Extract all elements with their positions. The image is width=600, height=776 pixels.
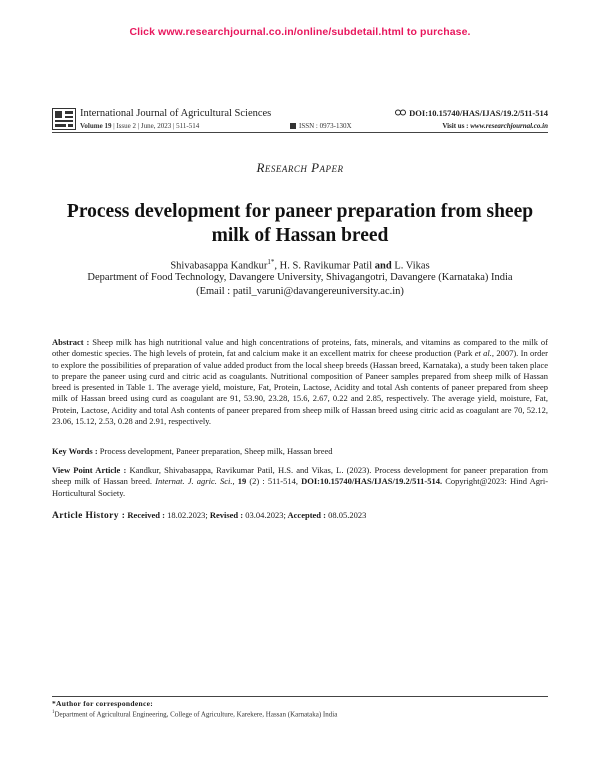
correspondence-text: Department of Agricultural Engineering, College of Agriculture, Karekere, Hassan (Karnataka) India [54,710,338,719]
correspondence-mark: 1 [52,710,55,715]
author-email: (Email : patil_varuni@davangereuniversity.ac.in) [196,286,404,297]
author-3: L. Vikas [391,260,430,272]
issue-info: | Issue 2 | June, 2023 | 511-514 [113,122,200,130]
volume-label: Volume 19 [80,122,112,130]
doi-link-icon [395,108,406,118]
citation-doi: DOI:10.15740/HAS/IJAS/19.2/511-514. [301,476,443,487]
citation-volume: 19 [237,476,247,487]
keywords-text: Process development, Paneer preparation, Sheep milk, Hassan breed [97,446,333,456]
citation-label: View Point Article : [52,465,127,475]
square-bullet-icon [290,123,296,129]
abstract-label: Abstract : [52,337,90,347]
citation-text-2: , [232,476,238,487]
citation-journal: Internat. J. agric. Sci. [155,476,233,487]
article-history [52,510,548,522]
abstract [52,337,548,427]
author-1-mark: 1* [267,258,275,266]
volume-info [80,122,199,130]
abstract-text-2: , 2007). In order to explore the possibilities of preparation of value added product from the local sheep breeds (Hassan breed, Karnataka), a study been taken place to prepare the paneer using curd and citric acid as coagulants. Nutritional composition of Paneer samples prepared from sheep milk of Hassan breed is presented in Table 1. The average yield, moisture, Fat, Protein, Lactose, Acidity and total Ash contents of paneer prepared from sheep milk of Hassan breed using curd as coagulant are 91, 53.90, 23.28, 15.6, 2.67, 0.22 and 2.85, respectively. The average yield, moisture, Fat, Protein, Lactose, Acidity and total Ash contents of paneer prepared from sheep milk of Hassan breed using citric acid as coagulant are 70, 52.12, 23.06, 15.12, 2.53, 0.28 and 2.91, respectively. [52,348,548,427]
citation [52,465,548,499]
doi-text: DOI:10.15740/HAS/IJAS/19.2/511-514 [409,108,548,118]
history-label: Article History : [52,511,126,521]
author-list [0,258,600,272]
header-doi [395,108,548,118]
author-and: and [374,260,392,272]
keywords-label: Key Words : [52,446,98,456]
correspondence-label: *Author for correspondence: [52,699,154,708]
visit-url[interactable]: www.researchjournal.co.in [470,122,548,130]
abstract-et-al: et al. [474,348,492,359]
received-date: 18.02.2023; [164,510,208,520]
journal-name: International Journal of Agricultural Sciences [80,108,272,119]
purchase-link[interactable]: Click www.researchjournal.co.in/online/subdetail.html to purchase. [129,26,471,38]
paper-title: Process development for paneer preparation from sheep milk of Hassan breed [66,201,534,246]
header-divider [52,132,548,133]
section-label: Research Paper [256,160,344,175]
journal-logo-icon [52,108,76,130]
author-1: Shivabasappa Kandkur [170,260,268,272]
revised-label: Revised : [207,510,244,520]
correspondence-address [52,710,337,718]
accepted-label: Accepted : [285,510,326,520]
visit-us [442,122,548,130]
revised-date: 03.04.2023; [243,510,286,520]
issn [290,122,352,130]
citation-text-1: Kandkur, Shivabasappa, Ravikumar Patil, H.S. and Vikas, L. (2023). Process development for paneer preparation from sheep milk of Hassan breed. [52,465,548,487]
author-2: , H. S. Ravikumar Patil [274,260,375,272]
abstract-text-1: Sheep milk has high nutritional value and high concentrations of proteins, fats, minerals, and vitamins as compared to the milk of other domestic species. The high levels of protein, fat and calcium make it an excellent matrix for cheese production (Park [52,337,549,359]
citation-text-4: Copyright@2023: Hind Agri-Horticultural Society. [52,476,549,498]
footer-divider [52,696,548,697]
received-label: Received : [125,510,165,520]
citation-text-3: (2) : 511-514, [246,476,302,487]
issn-text: ISSN : 0973-130X [299,122,352,130]
accepted-date: 08.05.2023 [326,510,367,520]
keywords [52,446,548,457]
visit-label: Visit us : [442,122,469,130]
affiliation: Department of Food Technology, Davangere University, Shivagangotri, Davangere (Karnataka) India [87,272,513,283]
